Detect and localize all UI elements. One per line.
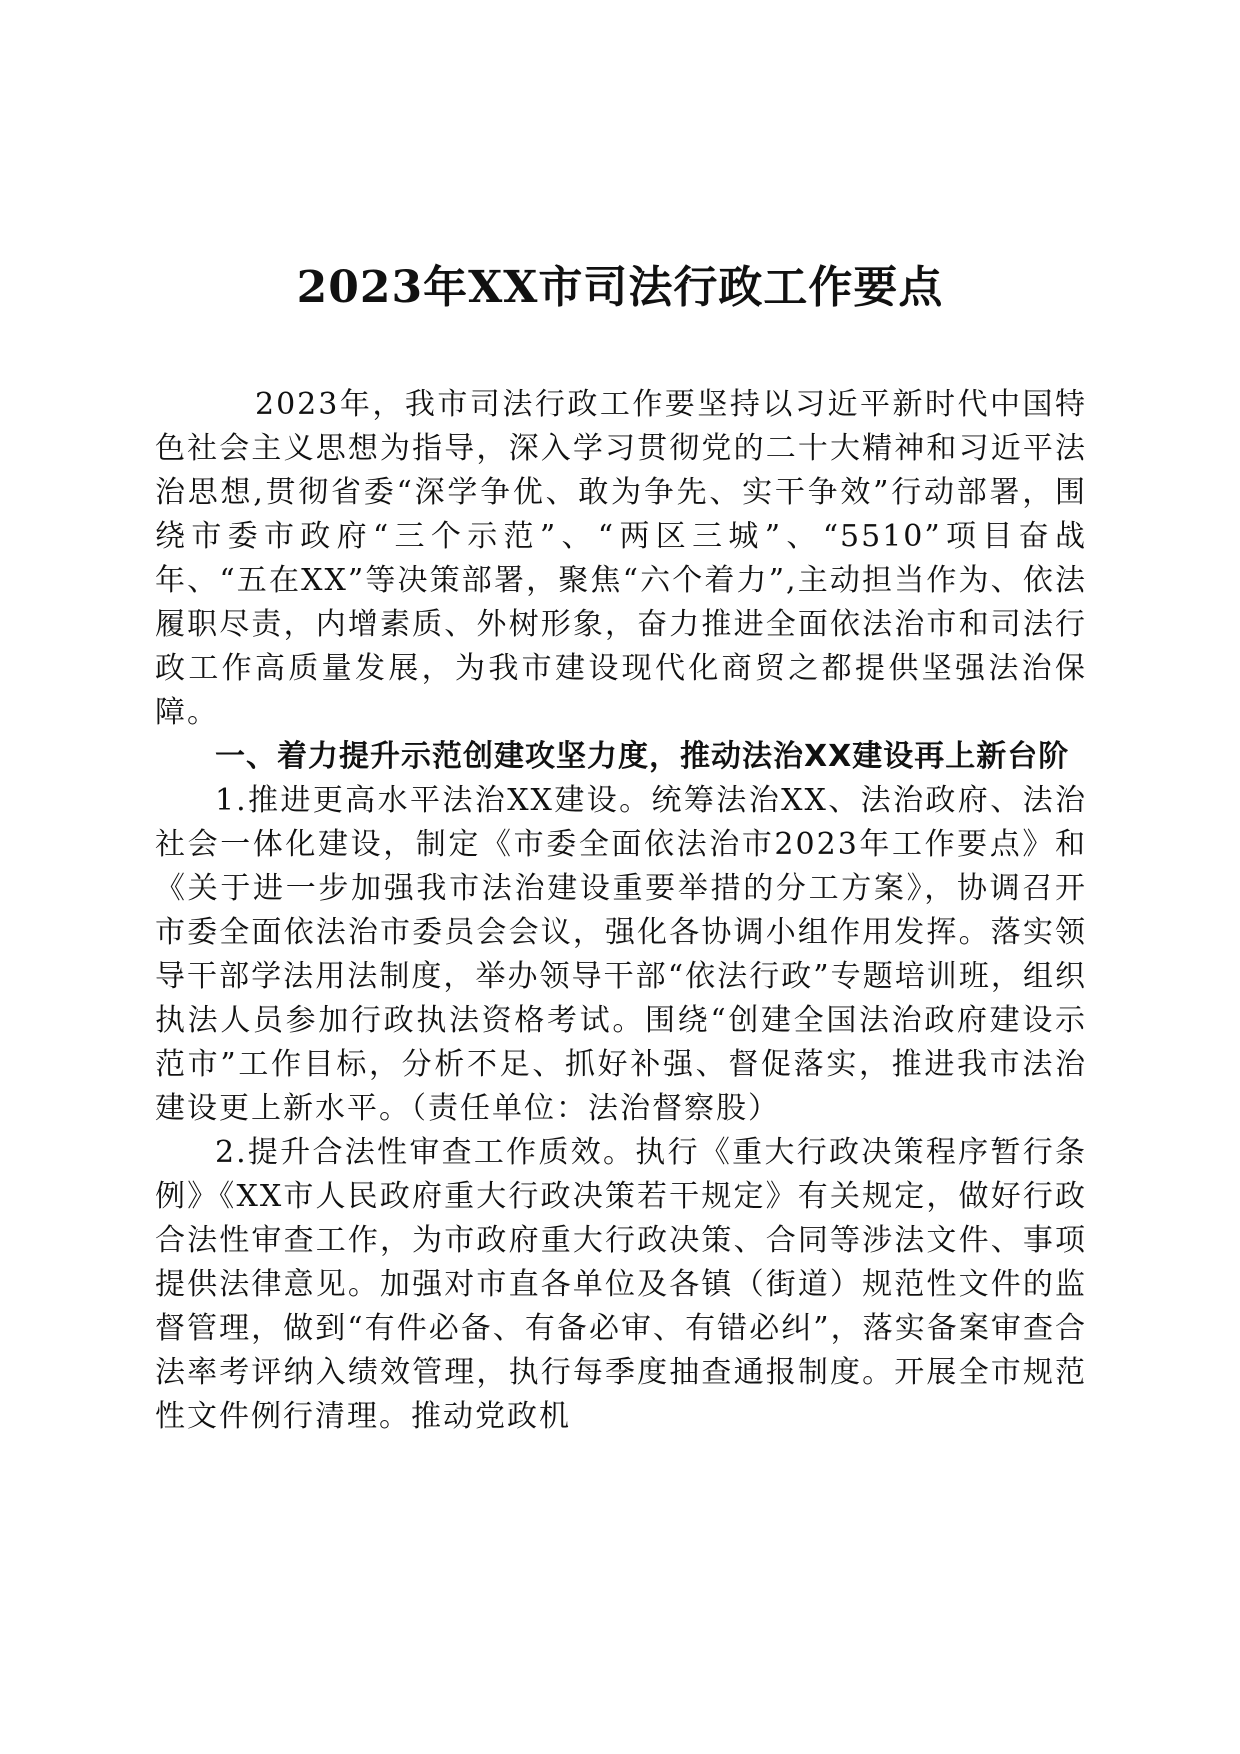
document-title: 2023年XX市司法行政工作要点 — [296, 262, 944, 313]
section-heading-1: 一、着力提升示范创建攻坚力度，推动法治XX建设再上新台阶 — [215, 739, 1070, 774]
intro-paragraph: 2023年，我市司法行政工作要坚持以习近平新时代中国特色社会主义思想为指导，深入学习贯彻党的二十大精神和习近平法治思想,贯彻省委“深学争优、敢为争先、实干争效”行动部署，围绕市委市政府“三个示范”、“两区三城”、“5510”项目奋战年、“五在XX”等决策部署，聚焦“六个着力”,主动担当作为、依法履职尽责，内增素质、外树形象，奋力推进全面依法治市和司法行政工作高质量发展，为我市建设现代化商贸之都提供坚强法治保障。 — [155, 387, 1087, 730]
item-paragraph-1: 1.推进更高水平法治XX建设。统筹法治XX、法治政府、法治社会一体化建设，制定《市委全面依法治市2023年工作要点》和《关于进一步加强我市法治建设重要举措的分工方案》，协调召开市委全面依法治市委员会会议，强化各协调小组作用发挥。落实领导干部学法用法制度，举办领导干部“依法行政”专题培训班，组织执法人员参加行政执法资格考试。围绕“创建全国法治政府建设示范市”工作目标，分析不足、抓好补强、督促落实，推进我市法治建设更上新水平。（责任单位：法治督察股） — [155, 783, 1087, 1126]
item-paragraph-2: 2.提升合法性审查工作质效。执行《重大行政决策程序暂行条例》《XX市人民政府重大行政决策若干规定》有关规定，做好行政合法性审查工作，为市政府重大行政决策、合同等涉法文件、事项提供法律意见。加强对市直各单位及各镇（街道）规范性文件的监督管理，做到“有件必备、有备必审、有错必纠”，落实备案审查合法率考评纳入绩效管理，执行每季度抽查通报制度。开展全市规范性文件例行清理。推动党政机 — [155, 1135, 1087, 1434]
document-body — [155, 383, 1087, 1439]
